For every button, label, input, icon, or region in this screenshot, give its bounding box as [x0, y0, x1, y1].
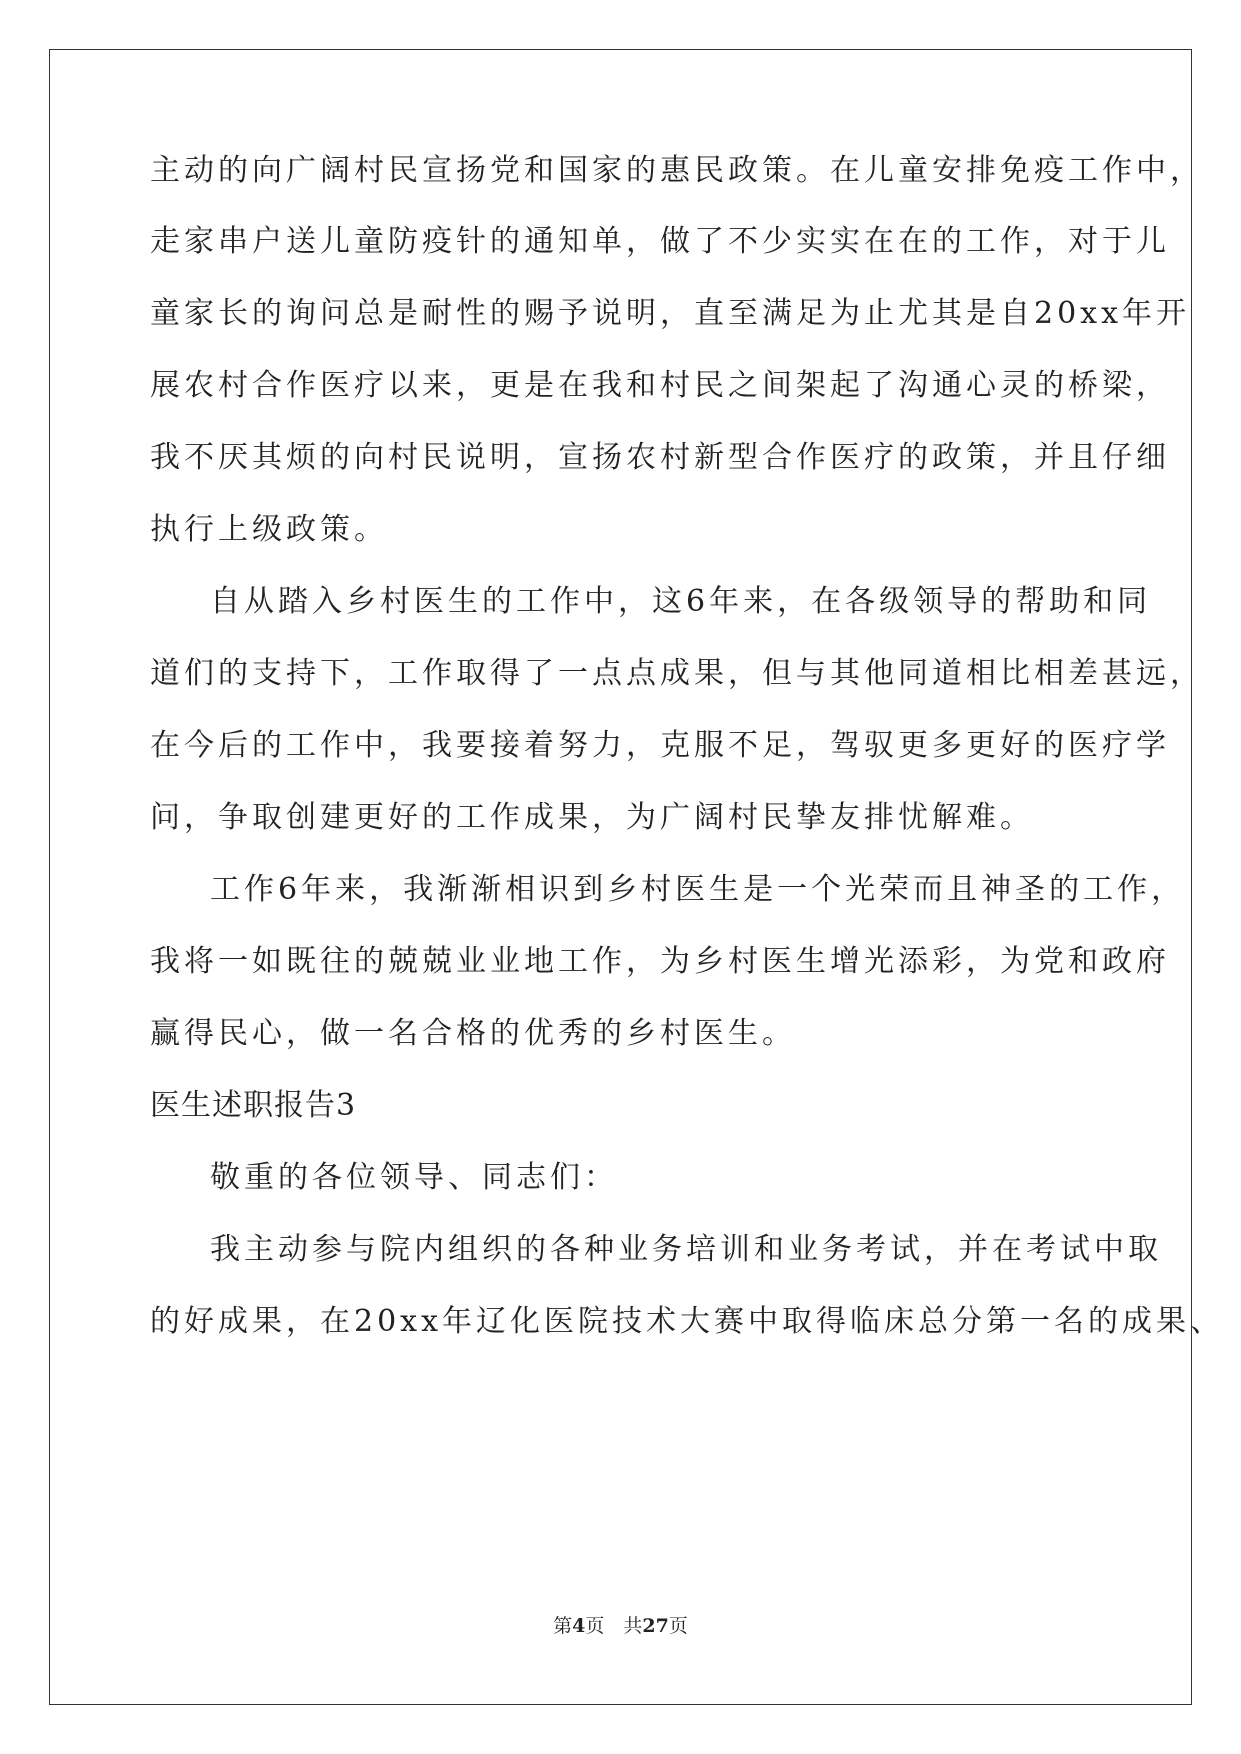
- paragraph-start-line: 我主动参与院内组织的各种业务培训和业务考试，并在考试中取: [210, 1232, 1162, 1267]
- text-line: 执行上级政策。: [150, 512, 388, 547]
- current-page-number: 4: [572, 1615, 586, 1637]
- text-line: 问，争取创建更好的工作成果，为广阔村民挚友排忧解难。: [150, 800, 1034, 835]
- text-line: 赢得民心，做一名合格的优秀的乡村医生。: [150, 1016, 796, 1051]
- text-line: 走家串户送儿童防疫针的通知单，做了不少实实在在的工作，对于儿: [150, 224, 1170, 259]
- footer-prefix: 第: [553, 1615, 573, 1637]
- text-line: 我不厌其烦的向村民说明，宣扬农村新型合作医疗的政策，并且仔细: [150, 440, 1170, 475]
- text-line: 童家长的询问总是耐性的赐予说明，直至满足为止尤其是自20xx年开: [150, 296, 1191, 331]
- page-footer: [0, 1614, 1241, 1638]
- paragraph-start-line: 工作6年来，我渐渐相识到乡村医生是一个光荣而且神圣的工作，: [210, 872, 1186, 907]
- text-line: 主动的向广阔村民宣扬党和国家的惠民政策。在儿童安排免疫工作中，: [150, 153, 1204, 188]
- footer-middle: 页 共: [585, 1615, 643, 1637]
- text-line: 道们的支持下，工作取得了一点点成果，但与其他同道相比相差甚远，: [150, 656, 1204, 691]
- text-line: 的好成果，在20xx年辽化医院技术大赛中取得临床总分第一名的成果、: [150, 1304, 1225, 1339]
- footer-suffix: 页: [668, 1615, 688, 1637]
- paragraph-start-line: 自从踏入乡村医生的工作中，这6年来，在各级领导的帮助和同: [210, 584, 1152, 619]
- text-line: 展农村合作医疗以来，更是在我和村民之间架起了沟通心灵的桥梁，: [150, 368, 1170, 403]
- text-line: 我将一如既往的兢兢业业地工作，为乡村医生增光添彩，为党和政府: [150, 944, 1170, 979]
- text-line: 在今后的工作中，我要接着努力，克服不足，驾驭更多更好的医疗学: [150, 728, 1170, 763]
- salutation-line: 敬重的各位领导、同志们：: [210, 1160, 618, 1195]
- total-page-number: 27: [642, 1615, 669, 1637]
- section-heading: 医生述职报告3: [150, 1088, 357, 1123]
